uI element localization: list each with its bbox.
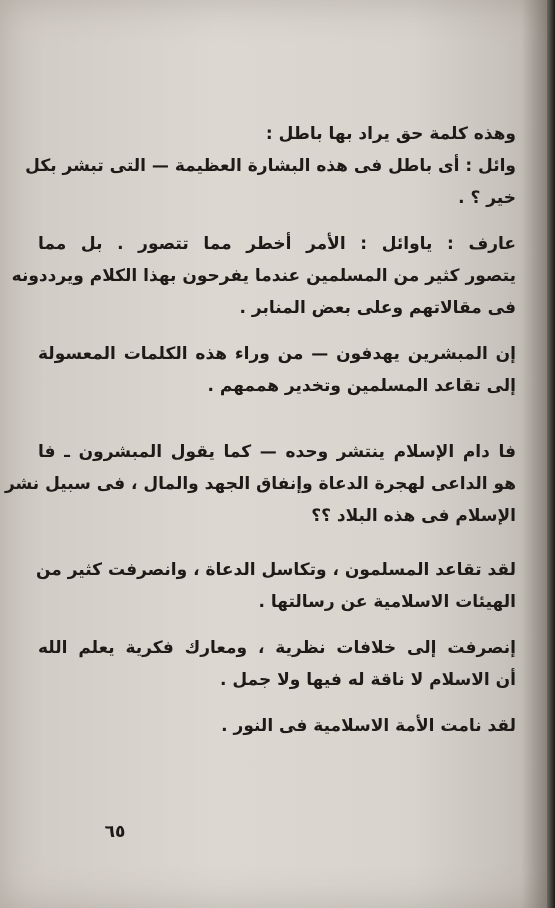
text-line: إلى تقاعد المسلمين وتخدير هممهم . [207, 376, 516, 396]
text-line: لقد نامت الأمة الاسلامية فى النور . [221, 716, 516, 736]
text-line: لقد تقاعد المسلمون ، وتكاسل الدعاة ، وانصرفت كثير من [35, 560, 516, 580]
text-line: عارف : ياوائل : الأمر أخطر مما تتصور . بل مما [38, 234, 516, 254]
text-line: وهذه كلمة حق يراد بها باطل : [265, 124, 516, 144]
text-line: إنصرفت إلى خلافات نظرية ، ومعارك فكرية يعلم الله [38, 638, 516, 658]
page-body-text [4, 118, 516, 742]
book-spine-shadow [547, 0, 555, 908]
text-line: الإسلام فى هذه البلاد ؟؟ [311, 506, 516, 526]
text-line: فا دام الإسلام ينتشر وحده — كما يقول المبشرون ـ فا [38, 442, 516, 462]
page-number: ٦٥ [104, 822, 126, 842]
text-line: هو الداعى لهجرة الدعاة وإنفاق الجهد والمال ، فى سبيل نشر [4, 474, 516, 494]
text-line: خير ؟ . [458, 188, 516, 208]
text-line: إن المبشرين يهدفون — من وراء هذه الكلمات المعسولة [38, 344, 516, 364]
text-line: الهيئات الاسلامية عن رسالتها . [258, 592, 516, 612]
text-line: يتصور كثير من المسلمين عندما يفرحون بهذا الكلام ويرددونه [11, 266, 516, 286]
text-line: وائل : أى باطل فى هذه البشارة العظيمة — التى تبشر بكل [25, 156, 516, 176]
text-line: أن الاسلام لا ناقة له فيها ولا جمل . [220, 670, 516, 690]
text-line: فى مقالاتهم وعلى بعض المنابر . [239, 298, 516, 318]
